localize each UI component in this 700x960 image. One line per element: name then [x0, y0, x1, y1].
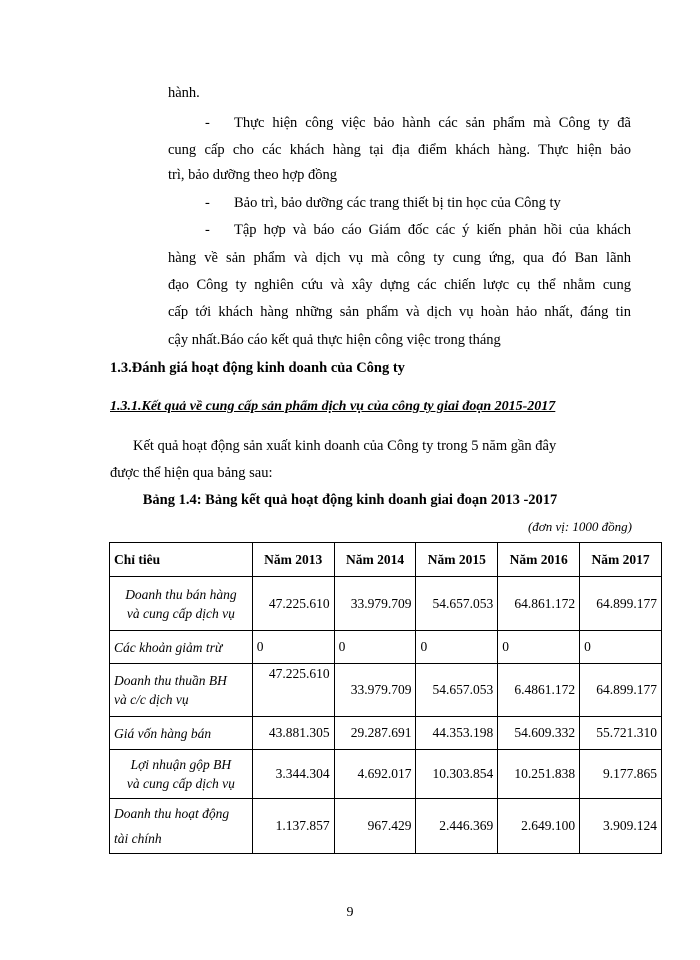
value-cell: 43.881.305: [252, 717, 334, 750]
value-cell: 54.657.053: [416, 664, 498, 717]
value-cell: 0: [416, 631, 498, 664]
value-cell: 44.353.198: [416, 717, 498, 750]
text-line: cậy nhất.Báo cáo kết quả thực hiện công việc trong tháng: [168, 332, 501, 348]
value-cell: 3.344.304: [252, 750, 334, 799]
value-cell: 0: [334, 631, 416, 664]
value-cell: 0: [580, 631, 662, 664]
value-cell: 2.446.369: [416, 799, 498, 854]
value-cell: 10.251.838: [498, 750, 580, 799]
unit-note: (đơn vị: 1000 đồng): [527, 519, 632, 534]
list-dash: -: [205, 222, 210, 238]
text-line: cung cấp cho các khách hàng tại địa điểm khách hàng. Thực hiện bảo: [168, 142, 631, 158]
row-label-line: Doanh thu thuần BH: [114, 673, 227, 688]
value-cell: 33.979.709: [334, 577, 416, 631]
results-table: [109, 542, 662, 854]
list-dash: -: [205, 115, 210, 131]
list-dash: -: [205, 195, 210, 211]
header-cell: Năm 2015: [416, 543, 498, 577]
header-cell: Năm 2016: [498, 543, 580, 577]
value-cell: 54.609.332: [498, 717, 580, 750]
value-cell: 47.225.610: [252, 664, 334, 717]
value-cell: 9.177.865: [580, 750, 662, 799]
table-row: [110, 717, 662, 750]
text-line: hàng về sản phẩm và dịch vụ mà công ty cung ứng, qua đó Ban lãnh: [168, 250, 631, 266]
row-label: [110, 750, 253, 799]
row-label: [110, 799, 253, 854]
table-row: [110, 799, 662, 854]
row-label: [110, 664, 253, 717]
value-cell: 64.861.172: [498, 577, 580, 631]
header-cell: Chỉ tiêu: [110, 543, 253, 577]
value-cell: 3.909.124: [580, 799, 662, 854]
value-cell: 967.429: [334, 799, 416, 854]
text-line: Tập hợp và báo cáo Giám đốc các ý kiến phản hồi của khách: [234, 222, 631, 238]
text-line: đạo Công ty nghiên cứu và xây dựng các chiến lược cụ thể nhằm cung: [168, 277, 631, 293]
header-cell: Năm 2014: [334, 543, 416, 577]
header-cell: Năm 2017: [580, 543, 662, 577]
text-line: Bảo trì, bảo dưỡng các trang thiết bị tin học của Công ty: [234, 195, 561, 211]
table-row: [110, 750, 662, 799]
table-header-row: [110, 543, 662, 577]
subsection-heading: 1.3.1.Kết quả về cung cấp sản phẩm dịch vụ của công ty giai đoạn 2015-2017: [110, 399, 556, 414]
value-cell: 4.692.017: [334, 750, 416, 799]
text-line: cấp tới khách hàng những sản phẩm và dịch vụ hoàn hảo nhất, đáng tin: [168, 304, 631, 320]
row-label-line: và cung cấp dịch vụ: [126, 605, 235, 621]
text-line: Thực hiện công việc bảo hành các sản phẩm mà Công ty đã: [234, 115, 631, 131]
page-number: 9: [346, 905, 354, 920]
value-cell: 47.225.610: [252, 577, 334, 631]
text-line: trì, bảo dưỡng theo hợp đồng: [168, 167, 337, 183]
section-heading: 1.3.Đánh giá hoạt động kinh doanh của Công ty: [110, 360, 405, 376]
value-cell: 2.649.100: [498, 799, 580, 854]
value-cell: 64.899.177: [580, 577, 662, 631]
row-label-line: Doanh thu bán hàng: [125, 586, 237, 602]
value-cell: 0: [498, 631, 580, 664]
table-row: [110, 577, 662, 631]
value-cell: 54.657.053: [416, 577, 498, 631]
value-cell: 64.899.177: [580, 664, 662, 717]
paragraph-line: Kết quả hoạt động sản xuất kinh doanh của Công ty trong 5 năm gần đây: [133, 438, 557, 454]
paragraph-line: được thể hiện qua bảng sau:: [110, 465, 273, 481]
table-row: [110, 664, 662, 717]
row-label-line: Doanh thu hoạt động: [114, 806, 230, 821]
text-line: hành.: [168, 85, 200, 101]
row-label: Các khoản giảm trừ: [110, 631, 253, 664]
row-label-line: và cung cấp dịch vụ: [126, 776, 235, 791]
row-label-line: Lợi nhuận gộp BH: [130, 757, 232, 772]
value-cell: 6.4861.172: [498, 664, 580, 717]
value-cell: 1.137.857: [252, 799, 334, 854]
value-cell: 0: [252, 631, 334, 664]
value-cell: 29.287.691: [334, 717, 416, 750]
row-label: [110, 577, 253, 631]
header-cell: Năm 2013: [252, 543, 334, 577]
table-row: [110, 631, 662, 664]
value-cell: 33.979.709: [334, 664, 416, 717]
table-caption: Bảng 1.4: Bảng kết quả hoạt động kinh doanh giai đoạn 2013 -2017: [142, 492, 558, 508]
row-label-line: tài chính: [114, 831, 162, 846]
value-cell: 10.303.854: [416, 750, 498, 799]
row-label-line: và c/c dịch vụ: [114, 692, 189, 707]
row-label: Giá vốn hàng bán: [110, 717, 253, 750]
value-cell: 55.721.310: [580, 717, 662, 750]
